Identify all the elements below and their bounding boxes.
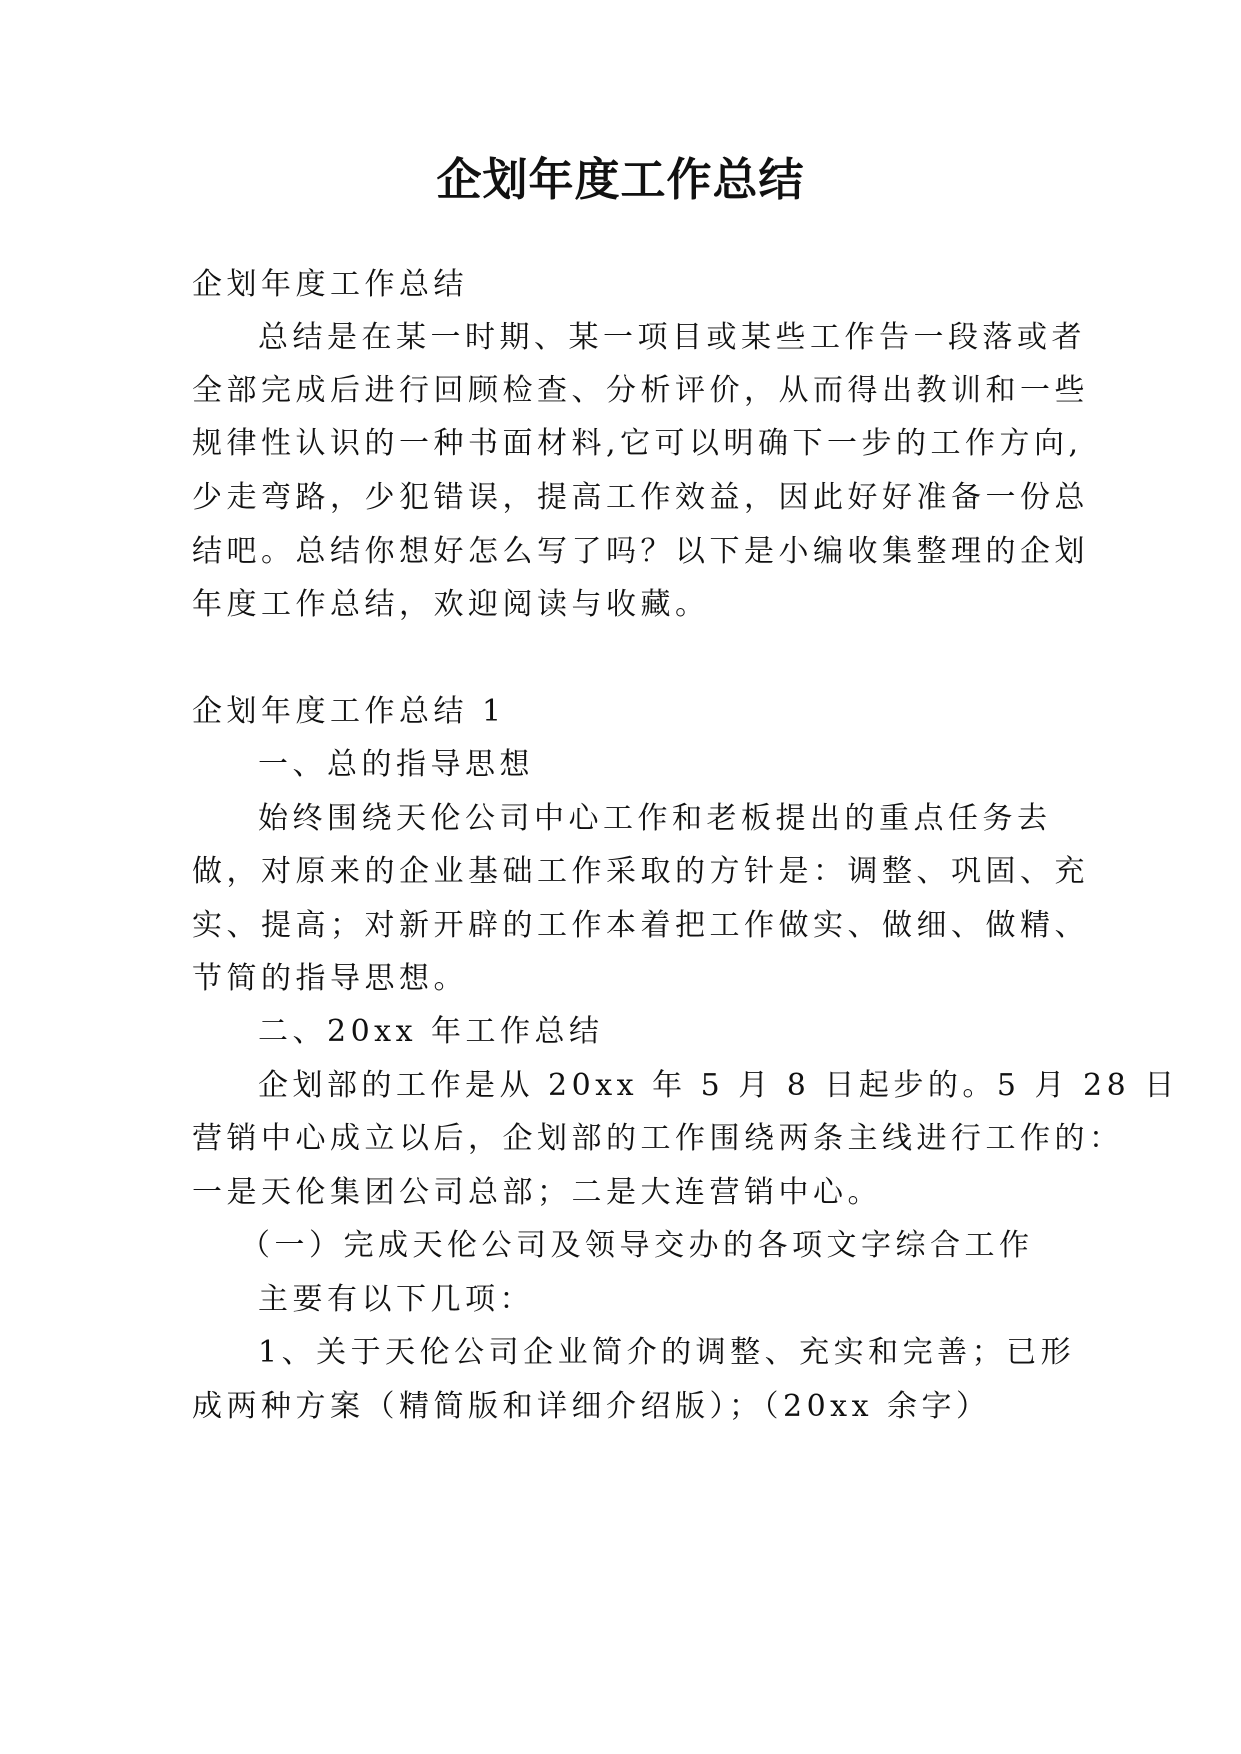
intro-line-2: 全部完成后进行回顾检查、分析评价，从而得出教训和一些 [192,373,1089,408]
intro-line-4: 少走弯路，少犯错误，提高工作效益，因此好好准备一份总 [192,480,1089,515]
list-item-1: 1、关于天伦公司企业简介的调整、充实和完善；已形 [258,1335,1076,1370]
intro-line-6: 年度工作总结，欢迎阅读与收藏。 [192,587,710,622]
section-heading: 企划年度工作总结 1 [192,694,506,729]
document-title: 企划年度工作总结 [436,153,805,206]
body-line: 主要有以下几项： [258,1282,534,1317]
body-line: 实、提高；对新开辟的工作本着把工作做实、做细、做精、 [192,908,1089,943]
body-line: 始终围绕天伦公司中心工作和老板提出的重点任务去 [258,801,1052,836]
body-line: 做，对原来的企业基础工作采取的方针是：调整、巩固、充 [192,854,1089,889]
body-line: 节简的指导思想。 [192,961,468,996]
body-line: 企划部的工作是从 20xx 年 5 月 8 日起步的。5 月 28 日 [258,1068,1179,1103]
intro-line-5: 结吧。总结你想好怎么写了吗？以下是小编收集整理的企划 [192,534,1089,569]
doc-subtitle: 企划年度工作总结 [192,267,468,302]
intro-line-1: 总结是在某一时期、某一项目或某些工作告一段落或者 [258,320,1086,355]
body-line: 一是天伦集团公司总部；二是大连营销中心。 [192,1175,882,1210]
subheading-work-summary: 二、20xx 年工作总结 [258,1014,604,1049]
subheading-guiding-thought: 一、总的指导思想 [258,747,534,782]
body-line: 成两种方案（精简版和详细介绍版）；（20xx 余字） [192,1389,991,1424]
intro-line-3: 规律性认识的一种书面材料,它可以明确下一步的工作方向, [192,426,1083,461]
subheading-text-work: （一）完成天伦公司及领导交办的各项文字综合工作 [240,1228,1034,1263]
body-line: 营销中心成立以后，企划部的工作围绕两条主线进行工作的： [192,1121,1124,1156]
